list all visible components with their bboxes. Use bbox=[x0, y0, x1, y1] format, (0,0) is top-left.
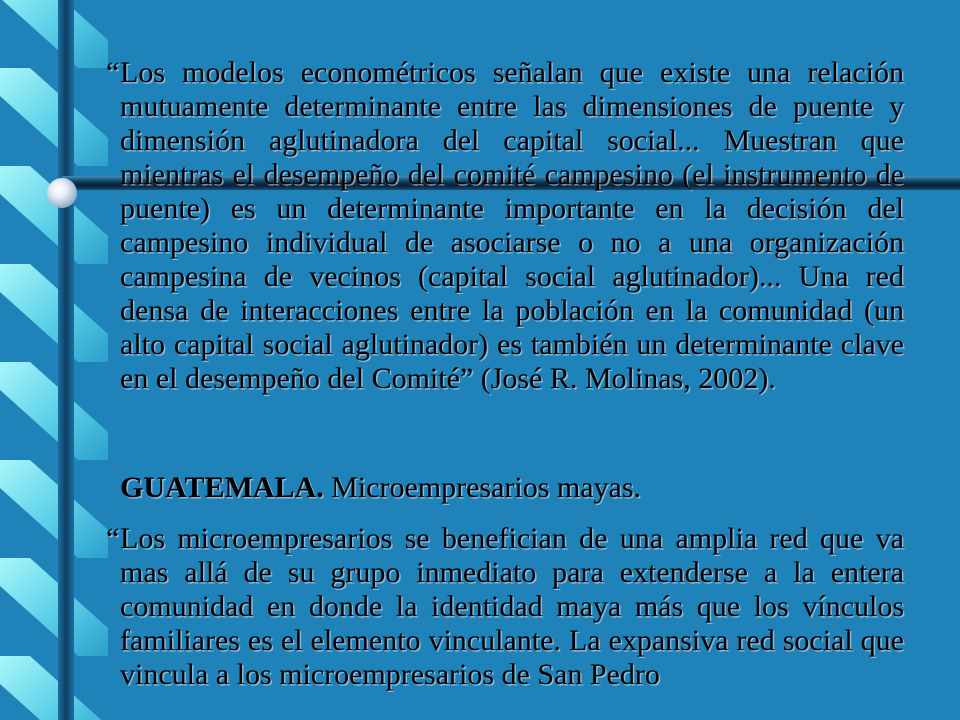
bullet-sphere-icon bbox=[47, 178, 77, 208]
quote-text-2: Los microempresarios se benefician de una amplia red que va mas allá de su grupo inmediato para extenderse a la entera comunidad en donde la identidad maya más que los vínculos familiares es el elemento vinculante. La expansiva red social que vincula a los microempresarios de San Pedro bbox=[120, 522, 904, 691]
open-quote-mark: “ bbox=[106, 56, 120, 89]
decorative-ribbon bbox=[0, 0, 110, 720]
heading-subtitle: Microempresarios mayas. bbox=[323, 471, 642, 504]
open-quote-mark-2: “ bbox=[106, 522, 120, 555]
quote-text-1: Los modelos econométricos señalan que existe una relación mutuamente determinante entre las dimensiones de puente y dimensión aglutinadora del capital social... Muestran que mientras el desempeño del comité campesino (el instrumento de puente) es un determinante importante en la decisión del campesino individual de asociarse o no a una organización campesina de vecinos (capital social aglutinador)... Una red densa de interacciones entre la población en la comunidad (un alto capital social aglutinador) es también un determinante clave en el desempeño del Comité” (José R. Molinas, 2002). bbox=[120, 56, 904, 395]
quote-paragraph-2 bbox=[106, 522, 904, 692]
quote-paragraph-1 bbox=[106, 56, 904, 396]
section-heading bbox=[120, 471, 904, 505]
heading-country: GUATEMALA. bbox=[120, 471, 324, 504]
